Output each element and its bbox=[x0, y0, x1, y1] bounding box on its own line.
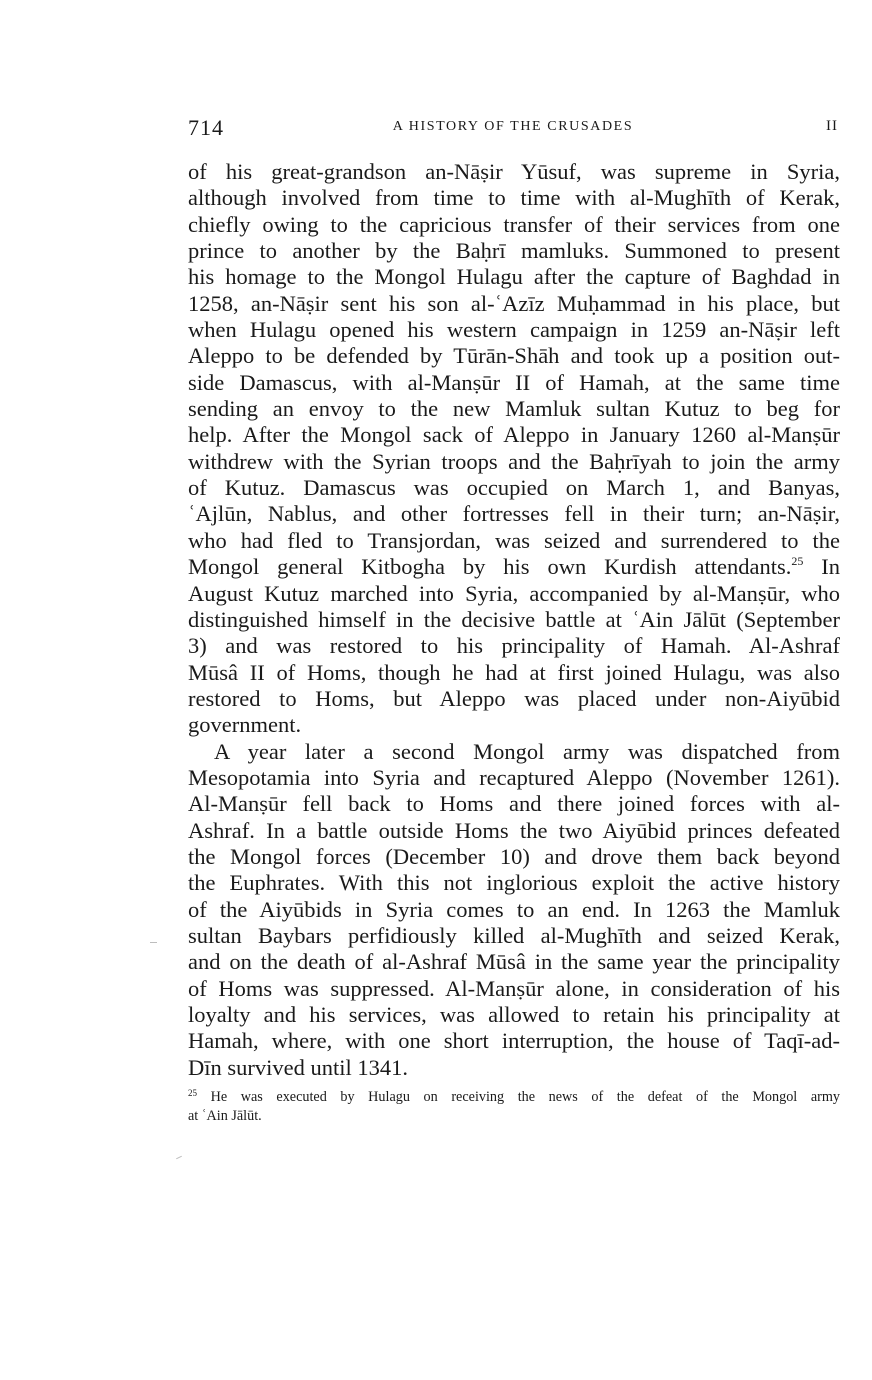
text-line: of his great-grandson an-Nāṣir Yūsuf, was supreme in Syria, bbox=[188, 159, 840, 184]
text-line: 1258, an-Nāṣir sent his son al-ʿAzīz Muḥammad in his place, but bbox=[188, 290, 840, 316]
text-line: of Homs was suppressed. Al-Manṣūr alone, in consideration of his bbox=[188, 975, 840, 1001]
text-line: A year later a second Mongol army was dispatched from bbox=[214, 738, 840, 764]
text-line: of Kutuz. Damascus was occupied on March 1, and Banyas, bbox=[188, 475, 840, 501]
text-line: help. After the Mongol sack of Aleppo in January 1260 al-Manṣūr bbox=[188, 422, 840, 448]
text-line: 3) and was restored to his principality of Hamah. Al-Ashraf bbox=[188, 633, 840, 659]
footnote-line bbox=[188, 1088, 840, 1107]
stray-mark bbox=[150, 942, 157, 943]
footnote-line: at ʿAin Jālūt. bbox=[188, 1108, 262, 1124]
text-line: Aleppo to be defended by Tūrān-Shāh and took up a position out- bbox=[188, 343, 840, 369]
text-line: loyalty and his services, was allowed to retain his principality at bbox=[188, 1002, 840, 1027]
text-line-with-footnote-ref bbox=[188, 554, 840, 580]
text-line: sultan Baybars perfidiously killed al-Mughīth and seized Kerak, bbox=[188, 922, 840, 948]
text-line: distinguished himself in the decisive battle at ʿAin Jālūt (September bbox=[188, 606, 840, 632]
page-number: 714 bbox=[188, 115, 224, 140]
footnote-reference: 25 bbox=[791, 554, 804, 569]
text-line: Al-Manṣūr fell back to Homs and there joined forces with al- bbox=[188, 791, 840, 817]
text-line-segment: In bbox=[803, 554, 840, 580]
text-line: Mesopotamia into Syria and recaptured Aleppo (November 1261). bbox=[188, 764, 840, 790]
text-line: prince to another by the Baḥrī mamluks. Summoned to present bbox=[188, 238, 840, 264]
running-title: A HISTORY OF THE CRUSADES bbox=[392, 119, 634, 134]
text-line: and on the death of al-Ashraf Mūsâ in the same year the principality bbox=[188, 949, 840, 975]
text-line: chiefly owing to the capricious transfer of their services from one bbox=[188, 211, 840, 237]
text-line-segment: Mongol general Kitbogha by his own Kurdish attendants. bbox=[188, 554, 792, 580]
text-line: of the Aiyūbids in Syria comes to an end. In 1263 the Mamluk bbox=[188, 896, 840, 922]
text-line: his homage to the Mongol Hulagu after the capture of Baghdad in bbox=[188, 264, 840, 290]
text-line: withdrew with the Syrian troops and the Baḥrīyah to join the army bbox=[188, 448, 840, 474]
running-header bbox=[188, 115, 838, 139]
text-line: government. bbox=[188, 712, 302, 738]
text-line: Hamah, where, with one short interruption, the house of Taqī-ad- bbox=[188, 1028, 840, 1054]
text-line: August Kutuz marched into Syria, accompanied by al-Manṣūr, who bbox=[188, 580, 840, 606]
body-text bbox=[188, 159, 840, 1081]
text-line: restored to Homs, but Aleppo was placed under non-Aiyūbid bbox=[188, 685, 840, 711]
text-line: although involved from time to time with al-Mughīth of Kerak, bbox=[188, 185, 840, 211]
stray-mark bbox=[176, 1156, 182, 1159]
footnote-marker: 25 bbox=[188, 1088, 197, 1098]
text-line: Mūsâ II of Homs, though he had at first joined Hulagu, was also bbox=[188, 659, 840, 685]
volume-number: II bbox=[826, 118, 838, 134]
text-line: ʿAjlūn, Nablus, and other fortresses fell in their turn; an-Nāṣir, bbox=[188, 501, 840, 527]
text-line: sending an envoy to the new Mamluk sultan Kutuz to beg for bbox=[188, 396, 840, 422]
text-line: when Hulagu opened his western campaign in 1259 an-Nāṣir left bbox=[188, 317, 840, 343]
text-line: the Mongol forces (December 10) and drove them back beyond bbox=[188, 843, 840, 869]
text-line: Ashraf. In a battle outside Homs the two Aiyūbid princes defeated bbox=[188, 817, 840, 843]
text-line: the Euphrates. With this not inglorious exploit the active history bbox=[188, 870, 840, 896]
footnote bbox=[188, 1088, 840, 1126]
footnote-text: He was executed by Hulagu on receiving the news of the defeat of the Mongol army bbox=[197, 1089, 840, 1105]
text-line: who had fled to Transjordan, was seized and surrendered to the bbox=[188, 527, 840, 553]
text-line: Dīn survived until 1341. bbox=[188, 1054, 408, 1080]
text-line: side Damascus, with al-Manṣūr II of Hamah, at the same time bbox=[188, 369, 840, 395]
